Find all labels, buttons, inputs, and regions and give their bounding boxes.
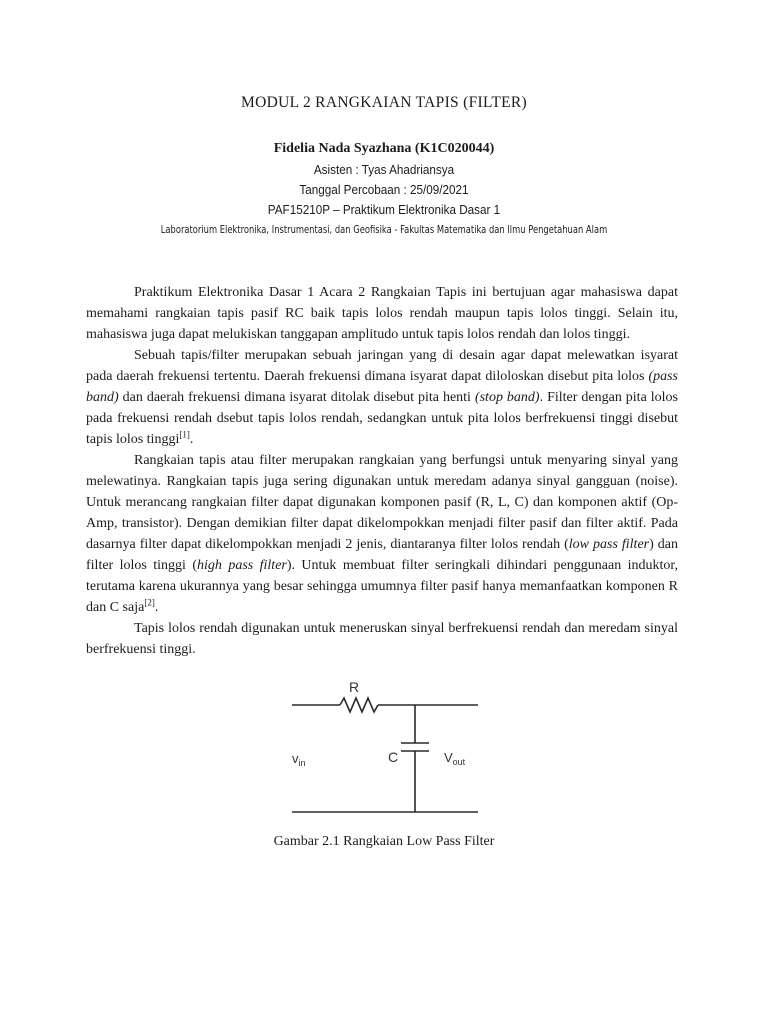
low-pass-circuit-figure <box>284 672 484 822</box>
author-name: Fidelia Nada Syazhana (K1C020044) <box>273 141 495 156</box>
term-low-pass: low pass filter <box>568 537 650 552</box>
circuit-diagram <box>284 672 484 822</box>
paragraph-filter-types: Rangkaian tapis atau filter merupakan rangkaian yang berfungsi untuk menyaring sinyal yang melewatinya. Rangkaian tapis juga sering digunakan untuk meredam adanya sinyal gangguan (noise). Untuk merancang rangkaian filter dapat digunakan komponen pasif (R, L, C) dan komponen aktif (Op-Amp, transistor). Dengan demikian filter dapat dikelompokkan menjadi filter pasif dan filter aktif. Pada dasarnya filter dapat dikelompokkan menjadi 2 jenis, diantaranya filter lolos rendah (low pass filter) dan filter lolos tinggi (high pass filter). Untuk membuat filter seringkali dihindari penggunaan induktor, terutama karena ukurannya yang besar sehingga umumnya filter pasif hanya memanfaatkan komponen R dan C saja[2]. <box>86 453 678 615</box>
citation-2: [2] <box>144 597 155 608</box>
citation-1: [1] <box>179 429 190 440</box>
body-text <box>86 282 678 660</box>
term-stop-band: (stop band) <box>474 390 540 405</box>
figure-caption: Gambar 2.1 Rangkaian Low Pass Filter <box>273 834 495 849</box>
paragraph-filter-definition: Sebuah tapis/filter merupakan sebuah jaringan yang di desain agar dapat melewatkan isyarat pada daerah frekuensi tertentu. Daerah frekuensi dimana isyarat dapat diloloskan disebut pita lolos (pass band) dan daerah frekuensi dimana isyarat ditolak disebut pita henti (stop band). Filter dengan pita lolos pada frekuensi rendah dsebut tapis lolos rendah, sedangkan untuk pita lolos berfrekuensi tinggi disebut tapis lolos tinggi[1]. <box>86 348 678 447</box>
term-pass-band: (pass band) <box>86 369 678 405</box>
capacitor-label: C <box>388 749 399 765</box>
document-title: MODUL 2 RANGKAIAN TAPIS (FILTER) <box>241 94 527 111</box>
course-code: PAF15210P – Praktikum Elektronika Dasar 1 <box>267 202 501 217</box>
vout-label: $V_{out}$ <box>444 750 466 767</box>
experiment-date: Tanggal Percobaan : 25/09/2021 <box>299 182 469 197</box>
laboratory-affiliation: Laboratorium Elektronika, Instrumentasi, dan Geofisika - Fakultas Matematika dan Ilmu Pengetahuan Alam <box>160 223 608 236</box>
paragraph-low-pass: Tapis lolos rendah digunakan untuk meneruskan sinyal berfrekuensi rendah dan meredam sinyal berfrekuensi tinggi. <box>86 621 678 657</box>
resistor-symbol <box>340 698 378 712</box>
vin-label: $v_{in}$ <box>292 751 306 768</box>
paragraph-intro: Praktikum Elektronika Dasar 1 Acara 2 Rangkaian Tapis ini bertujuan agar mahasiswa dapat memahami rangkaian tapis pasif RC baik tapis lolos rendah maupun tapis lolos tinggi. Selain itu, mahasiswa juga dapat melukiskan tanggapan amplitudo untuk tapis lolos rendah dan lolos tinggi. <box>86 285 678 342</box>
term-high-pass: high pass filter <box>197 558 287 573</box>
assistant-line: Asisten : Tyas Ahadriansya <box>313 162 455 177</box>
resistor-label: R <box>349 679 360 695</box>
